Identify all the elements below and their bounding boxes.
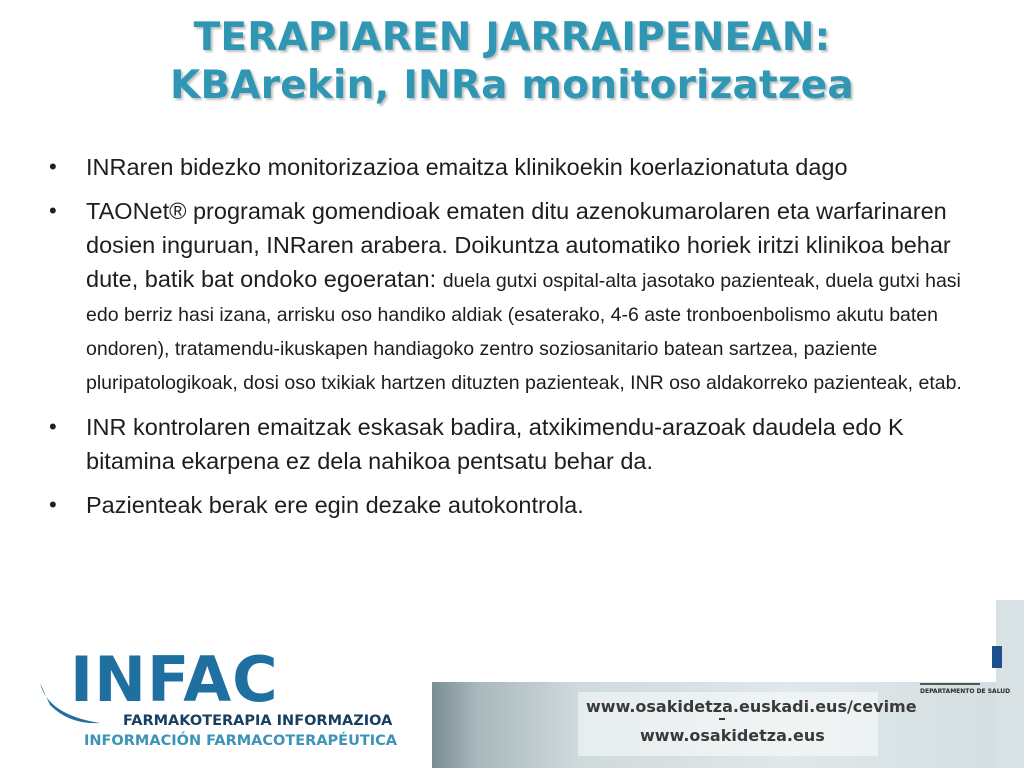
slide-title [0, 14, 1024, 110]
bullet-subtext: duela gutxi ospital-alta jasotako pazienteak, duela gutxi hasi edo berriz hasi izana, arrisku oso handiko aldiak (esaterako, 4-6 aste tronboenbolismo akutu baten ondoren), tratamendu-ikuskapen handiagoko zentro soziosanitario batean sartzea, paziente pluripatologikoak, dosi oso txikiak hartzen dituzten pazienteak, INR oso aldakorreko pazienteak, etab. [86, 270, 962, 394]
title-line-2: KBArekin, INRa monitorizatzea [170, 63, 854, 108]
bullet-item-1 [46, 150, 986, 184]
bullet-dot-icon: • [49, 492, 57, 517]
bullet-text: TAONet® programak gomendioak ematen ditu azenokumarolaren eta warfarinaren dosien inguruan, INRaren arabera. Doikuntza automatiko horiek iritzi klinikoa behar dute, batik bat ondoko egoeratan: [86, 198, 951, 292]
bullet-list [46, 150, 986, 532]
dept-logo-area [918, 640, 996, 682]
logo-subtitle-spanish: INFORMACIÓN FARMACOTERAPÉUTICA [84, 733, 398, 749]
dept-label: DEPARTAMENTO DE SALUD [920, 688, 1011, 695]
osakidetza-link[interactable]: www.osakidetza.eus [640, 726, 825, 745]
bullet-item-2 [46, 194, 986, 400]
bullet-text: INR kontrolaren emaitzak eskasak badira, atxikimendu-arazoak daudela edo K bitamina ekarpena ez dela nahikoa pentsatu behar da. [86, 414, 904, 474]
cevime-link[interactable]: www.osakidetza.euskadi.eus/cevime [586, 697, 917, 716]
bullet-text: Pazienteak berak ere egin dezake autokontrola. [86, 492, 584, 518]
bullet-dot-icon: • [49, 154, 57, 179]
title-line-1: TERAPIAREN JARRAIPENEAN: [193, 15, 831, 60]
right-panel [996, 600, 1024, 768]
bullet-dot-icon: • [49, 198, 57, 223]
infac-logo [0, 643, 420, 768]
dept-divider [920, 683, 980, 685]
bullet-text: INRaren bidezko monitorizazioa emaitza klinikoekin koerlazionatuta dago [86, 154, 848, 180]
dept-logo-icon [992, 646, 1002, 668]
bullet-item-4 [46, 488, 986, 522]
logo-subtitle-basque: FARMAKOTERAPIA INFORMAZIOA [123, 713, 393, 729]
url-separator [719, 718, 725, 720]
bullet-dot-icon: • [49, 414, 57, 439]
logo-wordmark: INFAC [70, 643, 279, 716]
bullet-item-3 [46, 410, 986, 478]
